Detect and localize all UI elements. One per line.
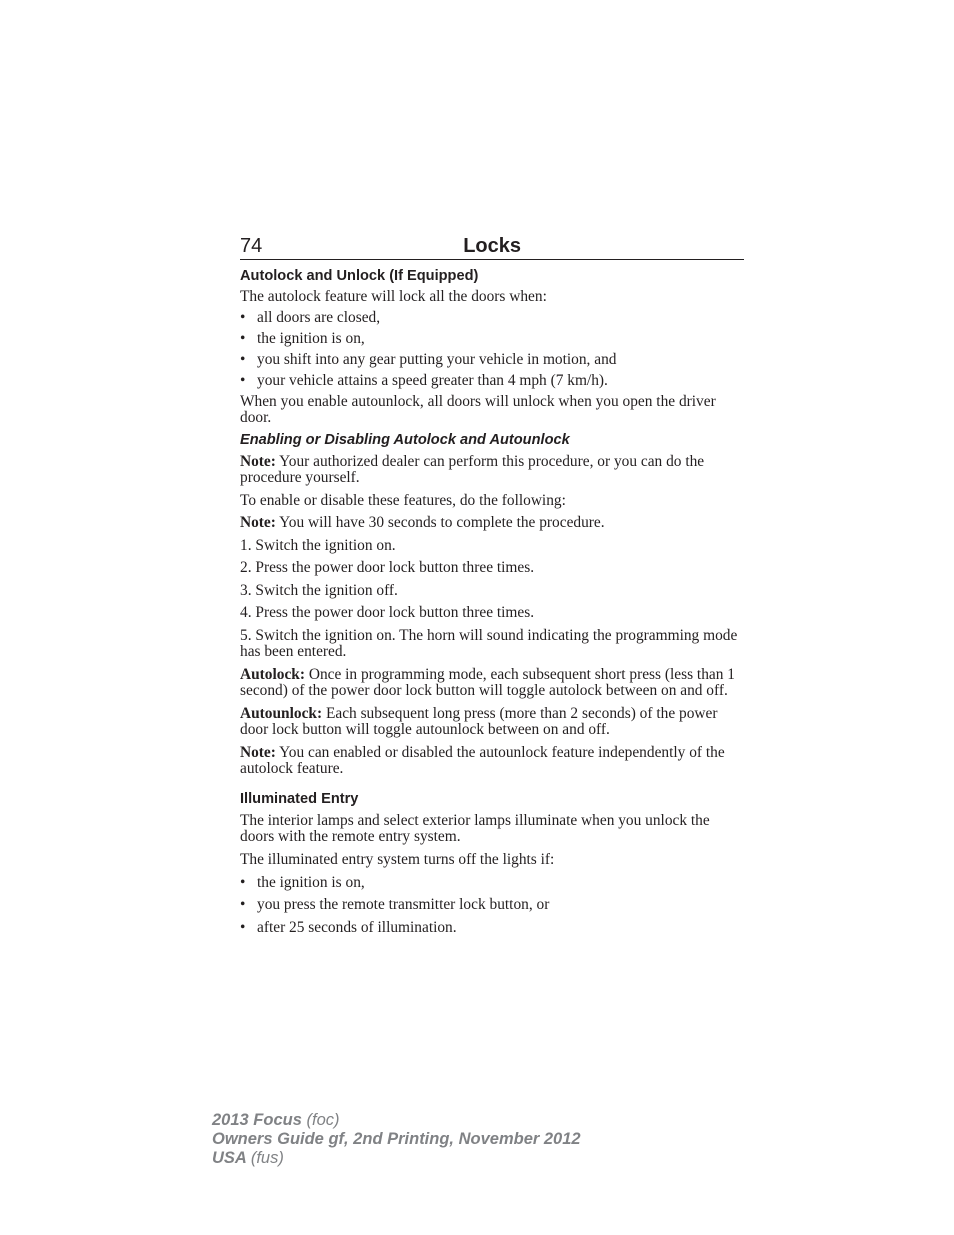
enabling-heading: Enabling or Disabling Autolock and Autounlock (240, 432, 570, 448)
list-item: • you shift into any gear putting your vehicle in motion, and (240, 352, 744, 368)
footer-region: USA (212, 1149, 247, 1167)
note-label: Note: (240, 453, 276, 470)
footer-region-code: (fus) (250, 1149, 284, 1167)
illuminated-conditions-list (240, 875, 744, 936)
note-paragraph (240, 454, 744, 486)
list-item: • the ignition is on, (240, 331, 744, 347)
autounlock-text: Each subsequent long press (more than 2 seconds) of the power door lock button will toggle autounlock between on and off. (240, 705, 718, 738)
note-text: You will have 30 seconds to complete the procedure. (275, 514, 605, 531)
step: 5. Switch the ignition on. The horn will sound indicating the programming mode has been entered. (240, 627, 738, 660)
illuminated-intro: The illuminated entry system turns off the lights if: (240, 851, 555, 868)
note-label: Note: (240, 514, 276, 531)
page-content (240, 267, 744, 936)
page-footer (212, 1111, 581, 1168)
autolock-text: Once in programming mode, each subsequent short press (less than 1 second) of the power door lock button will toggle autolock between on and off. (240, 666, 735, 699)
note-text: Your authorized dealer can perform this procedure, or you can do the procedure yourself. (240, 453, 705, 486)
autounlock-label: Autounlock: (240, 705, 323, 722)
page-number: 74 (240, 235, 263, 257)
footer-model-code: (foc) (306, 1111, 340, 1129)
autolock-paragraph (240, 667, 744, 699)
footer-model: 2013 Focus (212, 1111, 302, 1129)
step: 4. Press the power door lock button three times. (240, 604, 535, 621)
note-label: Note: (240, 744, 276, 761)
note-paragraph (240, 745, 744, 777)
autolock-heading: Autolock and Unlock (If Equipped) (240, 268, 479, 284)
autolock-conditions-list (240, 310, 744, 389)
section-title: Locks (463, 235, 521, 257)
instructions-intro: To enable or disable these features, do the following: (240, 492, 566, 509)
autolock-label: Autolock: (240, 666, 305, 683)
manual-page (240, 226, 744, 936)
note-paragraph (240, 515, 744, 531)
list-item: • after 25 seconds of illumination. (240, 920, 744, 936)
step: 2. Press the power door lock button three times. (240, 559, 535, 576)
list-item: • the ignition is on, (240, 875, 744, 891)
footer-region-line (212, 1149, 581, 1168)
note-text: You can enabled or disabled the autounlock feature independently of the autolock feature. (240, 744, 725, 777)
footer-model-line (212, 1111, 581, 1130)
illuminated-entry-heading: Illuminated Entry (240, 791, 359, 807)
list-item: • your vehicle attains a speed greater than 4 mph (7 km/h). (240, 373, 744, 389)
list-item: • you press the remote transmitter lock button, or (240, 897, 744, 913)
autolock-intro: The autolock feature will lock all the doors when: (240, 288, 547, 305)
step: 3. Switch the ignition off. (240, 582, 398, 599)
autounlock-description: When you enable autounlock, all doors will unlock when you open the driver door. (240, 393, 716, 426)
step: 1. Switch the ignition on. (240, 537, 396, 554)
page-header (240, 226, 744, 260)
footer-guide-line: Owners Guide gf, 2nd Printing, November 2012 (212, 1130, 581, 1148)
autounlock-paragraph (240, 706, 744, 738)
list-item: • all doors are closed, (240, 310, 744, 326)
illuminated-description: The interior lamps and select exterior lamps illuminate when you unlock the doors with the remote entry system. (240, 812, 710, 845)
